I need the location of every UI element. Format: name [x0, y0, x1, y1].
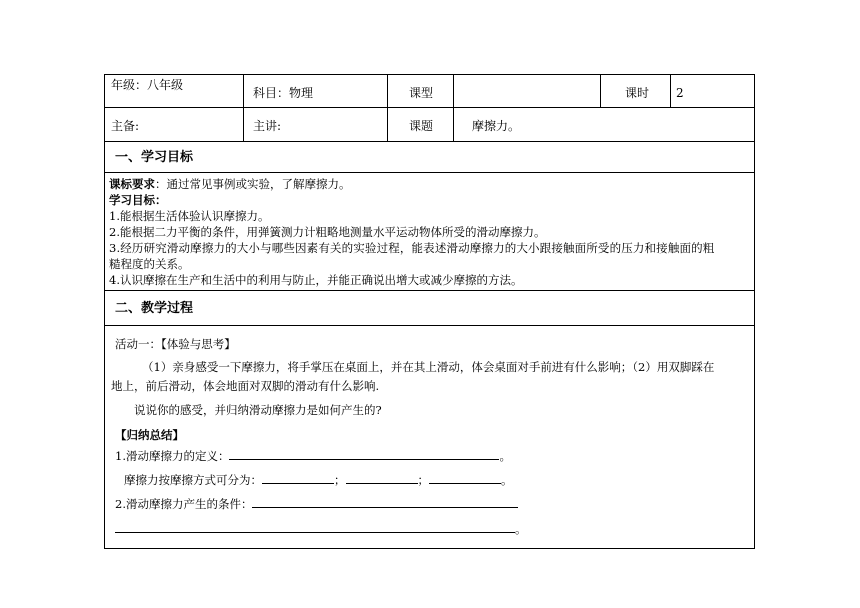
question-1-text: 1.滑动摩擦力的定义： [115, 449, 230, 463]
answer-blank[interactable] [115, 522, 515, 533]
goals-colon: ： [155, 193, 167, 207]
activity-line-3: 说说你的感受，并归纳滑动摩擦力是如何产生的? [134, 403, 382, 417]
subject-text: 科目：物理 [253, 86, 314, 100]
section2-title-row [105, 291, 754, 326]
main-prep-text: 主备: [111, 119, 140, 133]
section1-title-row [105, 142, 754, 173]
question-1b [124, 472, 513, 488]
question-1 [115, 448, 511, 464]
question-2-text: 2.滑动摩擦力产生的条件： [115, 497, 253, 511]
answer-blank[interactable] [429, 473, 501, 484]
question-1b-end: 。 [501, 473, 513, 487]
answer-blank[interactable] [346, 473, 418, 484]
standard-label: 课标要求 [109, 177, 155, 191]
goal-item: 2.能根据二力平衡的条件，用弹簧测力计粗略地测量水平运动物体所受的滑动摩擦力。 [109, 225, 546, 239]
question-1b-text: 摩擦力按摩擦方式可分为： [124, 473, 262, 487]
section2-title: 二、教学过程 [115, 301, 194, 316]
subject-cell [244, 75, 388, 107]
topic-label: 课题 [409, 119, 434, 133]
answer-blank[interactable] [229, 449, 499, 460]
goal-item: 4.认识摩擦在生产和生活中的利用与防止，并能正确说出增大或减少摩擦的方法。 [109, 273, 523, 287]
activity-title: 活动一：【体验与思考】 [115, 337, 236, 351]
activity-line-1: （1）亲身感受一下摩擦力，将手掌压在桌面上，并在其上滑动，体会桌面对手前进有什么影响；（2）用双脚踩在 [142, 360, 715, 374]
answer-blank[interactable] [252, 497, 518, 508]
period-value: 2 [676, 86, 684, 100]
separator: ； [334, 473, 346, 487]
question-1-end: 。 [499, 449, 511, 463]
topic-value: 摩擦力。 [472, 119, 521, 133]
question-2-continued [115, 521, 527, 537]
section2-content-row [105, 326, 754, 548]
grade-text: 年级：八年级 [111, 78, 184, 92]
answer-blank[interactable] [262, 473, 334, 484]
section1-content-row [105, 173, 754, 291]
header-row-2 [105, 108, 754, 142]
section1-title: 一、学习目标 [115, 150, 194, 165]
speaker-cell [244, 108, 388, 141]
topic-label-cell [388, 108, 454, 141]
question-2 [115, 496, 518, 512]
standard-line [109, 176, 351, 192]
lesson-type-label: 课型 [409, 86, 434, 100]
main-prep-cell [105, 108, 244, 141]
standard-text: ：通过常见事例或实验，了解摩擦力。 [155, 177, 351, 191]
lesson-plan-table [104, 74, 755, 549]
period-label: 课时 [625, 86, 650, 100]
goal-item: 糙程度的关系。 [109, 257, 190, 271]
grade-cell [105, 75, 244, 107]
goals-label: 学习目标 [109, 193, 155, 207]
speaker-text: 主讲: [253, 119, 282, 133]
period-value-cell [671, 75, 756, 107]
separator: ； [417, 473, 429, 487]
period-label-cell [601, 75, 671, 107]
goals-heading [109, 192, 167, 208]
header-row-1 [105, 75, 754, 108]
lesson-type-label-cell [388, 75, 454, 107]
goal-item: 1.能根据生活体验认识摩擦力。 [109, 209, 270, 223]
goal-item: 3.经历研究滑动摩擦力的大小与哪些因素有关的实验过程，能表述滑动摩擦力的大小跟接触面所受的压力和接触面的粗 [109, 241, 715, 255]
lesson-type-value-cell [454, 75, 601, 107]
summary-title: 【归纳总结】 [115, 428, 184, 442]
topic-value-cell [454, 108, 756, 141]
question-2-end: 。 [515, 522, 527, 536]
activity-line-2: 地上，前后滑动，体会地面对双脚的滑动有什么影响. [111, 379, 380, 393]
